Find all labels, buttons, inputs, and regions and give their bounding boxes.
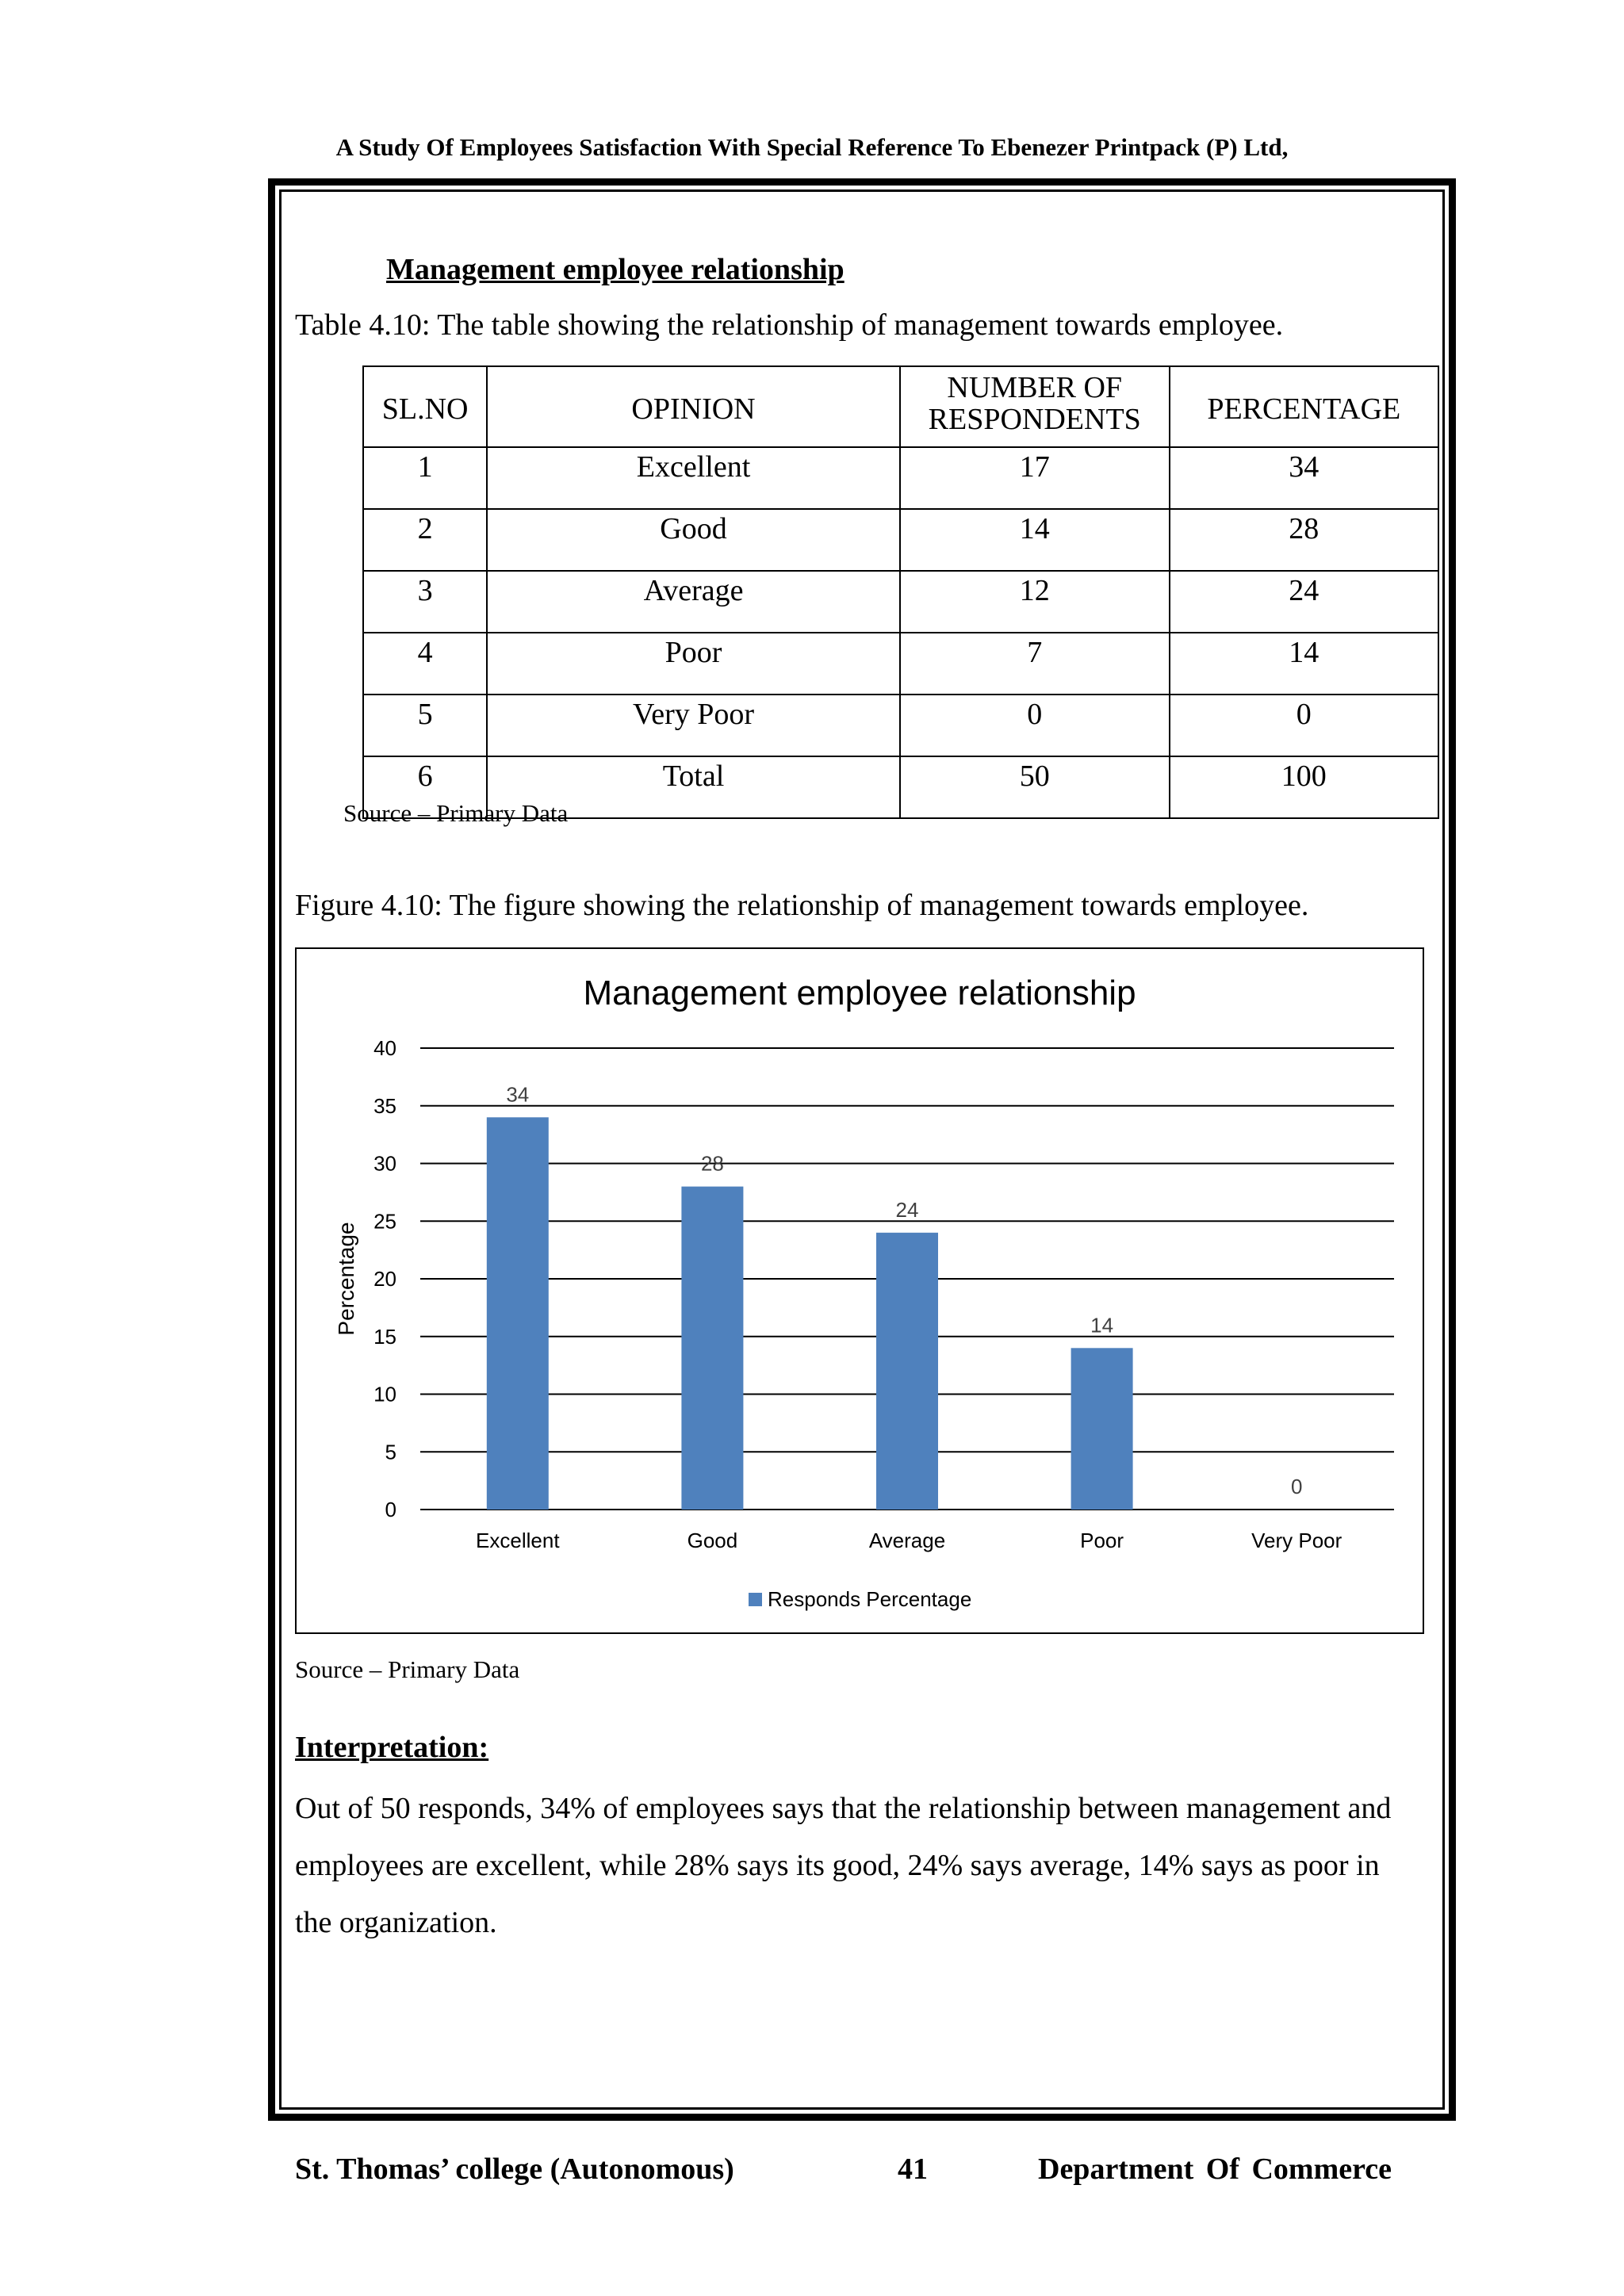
interpretation-text: Out of 50 responds, 34% of employees says that the relationship between management and employees are excellent, while 28% says its good, 24% says average, 14% says as poor in the organization. — [295, 1792, 1392, 1939]
data-label: 28 — [700, 1151, 724, 1176]
table-row — [363, 695, 1438, 756]
interpretation-heading: Interpretation: — [295, 1731, 489, 1764]
cell-respondents: 17 — [900, 447, 1170, 509]
data-label: 14 — [1090, 1313, 1114, 1337]
cell-opinion: Excellent — [487, 447, 900, 509]
y-tick-label: 40 — [373, 1036, 396, 1060]
y-axis-label: Percentage — [334, 1222, 358, 1336]
data-label: 34 — [506, 1082, 530, 1107]
cell-sl-no: 4 — [363, 633, 487, 695]
figure-source-note: Source – Primary Data — [295, 1655, 520, 1683]
cell-opinion: Good — [487, 509, 900, 571]
table-row — [363, 447, 1438, 509]
cell-percentage: 100 — [1170, 756, 1438, 818]
header-opinion: OPINION — [487, 366, 900, 447]
bar — [681, 1187, 743, 1510]
header-number-of-respondents: NUMBER OF RESPONDENTS — [900, 366, 1170, 447]
x-tick-label: Poor — [1080, 1529, 1124, 1552]
y-tick-label: 5 — [385, 1440, 396, 1464]
bar — [487, 1117, 549, 1510]
opinion-table — [362, 365, 1439, 819]
figure-caption: Figure 4.10: The figure showing the relationship of management towards employee. — [295, 889, 1309, 922]
table-header-row — [363, 366, 1438, 447]
table-row — [363, 633, 1438, 695]
y-tick-label: 15 — [373, 1324, 396, 1349]
cell-percentage: 28 — [1170, 509, 1438, 571]
chart-title: Management employee relationship — [583, 974, 1136, 1012]
table-row — [363, 571, 1438, 633]
cell-respondents: 0 — [900, 695, 1170, 756]
running-header: A Study Of Employees Satisfaction With Special Reference To Ebenezer Printpack (P) Ltd, — [335, 133, 1289, 161]
page-number: 41 — [898, 2152, 928, 2186]
cell-opinion: Poor — [487, 633, 900, 695]
cell-respondents: 50 — [900, 756, 1170, 818]
header-sl-no: SL.NO — [363, 366, 487, 447]
legend-swatch — [749, 1593, 762, 1606]
cell-percentage: 0 — [1170, 695, 1438, 756]
cell-percentage: 14 — [1170, 633, 1438, 695]
x-tick-label: Excellent — [476, 1529, 560, 1552]
x-tick-label: Average — [868, 1529, 946, 1552]
cell-respondents: 14 — [900, 509, 1170, 571]
cell-respondents: 7 — [900, 633, 1170, 695]
table-row — [363, 509, 1438, 571]
table-source-note: Source – Primary Data — [343, 799, 569, 827]
y-tick-label: 20 — [373, 1267, 396, 1291]
cell-sl-no: 3 — [363, 571, 487, 633]
y-tick-label: 25 — [373, 1209, 396, 1234]
cell-percentage: 24 — [1170, 571, 1438, 633]
cell-opinion: Very Poor — [487, 695, 900, 756]
y-tick-label: 35 — [373, 1093, 396, 1118]
cell-percentage: 34 — [1170, 447, 1438, 509]
footer-department: Department Of Commerce — [1038, 2152, 1392, 2186]
table-caption: Table 4.10: The table showing the relationship of management towards employee. — [295, 308, 1284, 342]
cell-sl-no: 2 — [363, 509, 487, 571]
footer-college: St. Thomas’ college (Autonomous) — [295, 2152, 734, 2186]
data-label: 0 — [1290, 1475, 1303, 1498]
legend-label: Responds Percentage — [768, 1587, 972, 1611]
data-label: 24 — [895, 1197, 919, 1222]
cell-opinion: Total — [487, 756, 900, 818]
bar-chart — [295, 947, 1424, 1634]
cell-sl-no: 6 — [363, 756, 487, 818]
section-heading: Management employee relationship — [386, 253, 845, 286]
y-tick-label: 10 — [373, 1382, 396, 1406]
y-tick-label: 30 — [373, 1151, 396, 1176]
cell-sl-no: 5 — [363, 695, 487, 756]
x-tick-label: Good — [687, 1529, 738, 1552]
x-tick-label: Very Poor — [1251, 1529, 1342, 1552]
cell-respondents: 12 — [900, 571, 1170, 633]
y-tick-label: 0 — [385, 1498, 396, 1521]
bar — [1071, 1348, 1133, 1510]
bar — [876, 1233, 938, 1510]
cell-sl-no: 1 — [363, 447, 487, 509]
header-percentage: PERCENTAGE — [1170, 366, 1438, 447]
bar-chart-svg — [297, 949, 1423, 1632]
cell-opinion: Average — [487, 571, 900, 633]
